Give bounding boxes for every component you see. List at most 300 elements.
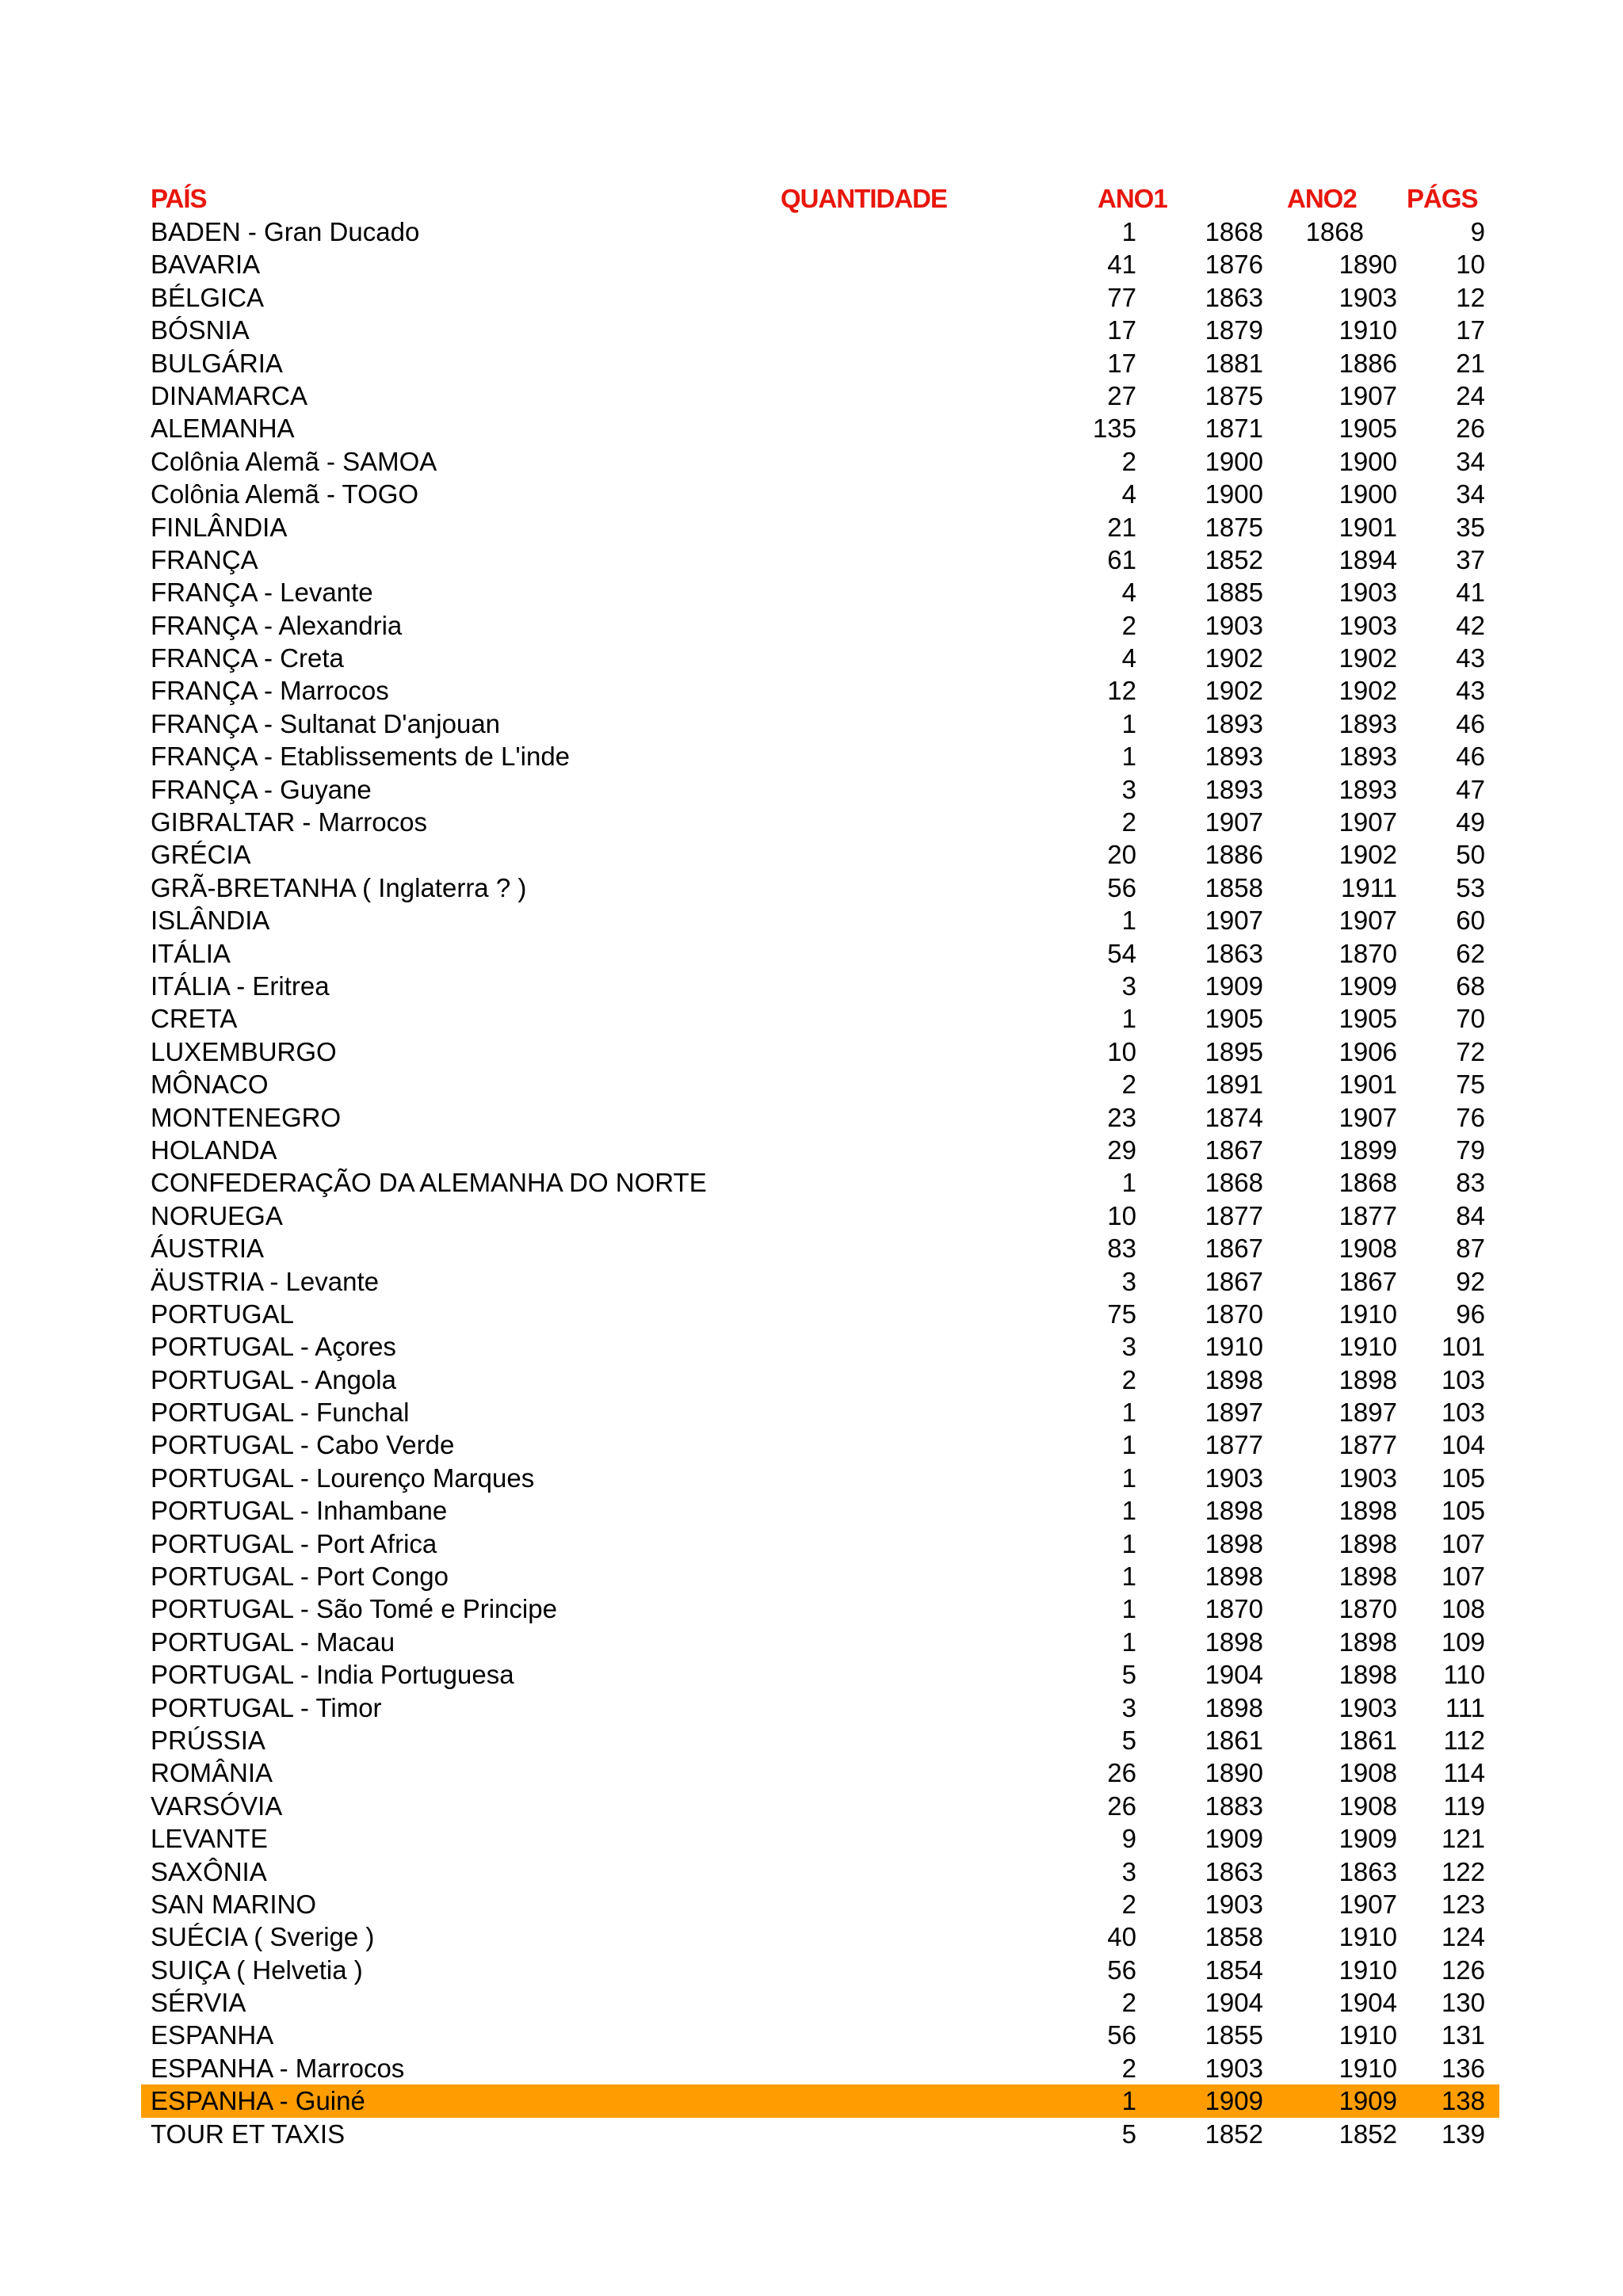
cell-quantidade: 1 (1121, 906, 1136, 936)
cell-pais: BÓSNIA (151, 315, 250, 345)
country-table (141, 181, 1499, 2150)
table-row[interactable] (141, 2052, 1499, 2084)
table-row[interactable] (141, 1134, 1499, 1166)
cell-ano2: 1908 (1338, 1758, 1397, 1788)
cell-ano1: 1863 (1205, 1856, 1263, 1886)
table-row[interactable] (141, 871, 1499, 904)
cell-pags: 17 (1456, 315, 1485, 345)
table-row[interactable] (141, 1560, 1499, 1592)
cell-pais: PORTUGAL - Angola (151, 1364, 396, 1394)
cell-ano1: 1910 (1205, 1332, 1263, 1362)
cell-quantidade: 17 (1107, 315, 1136, 345)
table-row[interactable] (141, 707, 1499, 740)
cell-ano1: 1893 (1205, 708, 1263, 738)
cell-pais: NORUEGA (151, 1200, 283, 1230)
cell-pais: FINLÂNDIA (151, 512, 288, 542)
cell-ano1: 1861 (1205, 1725, 1263, 1755)
cell-pais: PORTUGAL - Timor (151, 1692, 382, 1722)
table-row[interactable] (141, 1428, 1499, 1461)
cell-ano1: 1852 (1205, 544, 1263, 574)
cell-pais: PORTUGAL - Macau (151, 1627, 395, 1657)
cell-quantidade: 56 (1107, 872, 1136, 902)
cell-ano2: 1910 (1338, 2053, 1397, 2083)
cell-quantidade: 9 (1121, 1824, 1136, 1854)
table-row[interactable] (141, 1986, 1499, 2019)
cell-ano2: 1863 (1338, 1856, 1397, 1886)
cell-ano2: 1911 (1341, 872, 1397, 902)
table-row[interactable] (141, 1724, 1499, 1756)
cell-pags: 37 (1456, 544, 1485, 574)
table-row[interactable] (141, 1954, 1499, 1986)
cell-ano2: 1877 (1338, 1200, 1397, 1230)
cell-pais: FRANÇA - Sultanat D'anjouan (151, 708, 501, 738)
cell-pais: BULGÁRIA (151, 348, 283, 378)
cell-ano2: 1901 (1338, 512, 1397, 542)
cell-quantidade: 1 (1121, 1168, 1136, 1198)
cell-quantidade: 3 (1121, 971, 1136, 1001)
cell-pags: 104 (1441, 1430, 1485, 1460)
cell-pags: 109 (1441, 1627, 1485, 1657)
cell-ano1: 1879 (1205, 315, 1263, 345)
table-row[interactable] (141, 1298, 1499, 1330)
cell-quantidade: 5 (1121, 1660, 1136, 1690)
cell-pags: 72 (1456, 1036, 1485, 1066)
table-row[interactable] (141, 1658, 1499, 1691)
cell-ano1: 1903 (1205, 1463, 1263, 1493)
cell-quantidade: 3 (1121, 1266, 1136, 1296)
cell-quantidade: 1 (1121, 1627, 1136, 1657)
cell-pags: 50 (1456, 840, 1485, 870)
cell-pags: 107 (1441, 1562, 1485, 1592)
cell-quantidade: 2 (1121, 1070, 1136, 1100)
cell-ano2: 1906 (1338, 1036, 1397, 1066)
cell-ano1: 1907 (1205, 807, 1263, 837)
cell-pags: 34 (1456, 446, 1485, 476)
cell-ano2: 1902 (1338, 676, 1397, 706)
header-quantidade: QUANTIDADE (781, 184, 947, 213)
cell-ano1: 1903 (1205, 610, 1263, 640)
cell-quantidade: 23 (1107, 1102, 1136, 1132)
header-pais: PAÍS (151, 184, 207, 213)
cell-pais: Colônia Alemã - TOGO (151, 479, 419, 509)
cell-ano1: 1867 (1205, 1266, 1263, 1296)
table-row[interactable] (141, 1626, 1499, 1658)
cell-ano1: 1909 (1205, 971, 1263, 1001)
cell-pags: 139 (1441, 2119, 1485, 2149)
cell-ano2: 1902 (1338, 643, 1397, 673)
cell-pags: 138 (1441, 2086, 1485, 2116)
cell-pags: 43 (1456, 643, 1485, 673)
cell-ano2: 1867 (1338, 1266, 1397, 1296)
table-row[interactable] (141, 1756, 1499, 1789)
cell-pags: 43 (1456, 676, 1485, 706)
table-row[interactable] (141, 1166, 1499, 1199)
cell-pais: FRANÇA - Etablissements de L'inde (151, 742, 571, 772)
cell-ano2: 1898 (1338, 1528, 1397, 1558)
cell-pais: TOUR ET TAXIS (151, 2119, 346, 2149)
cell-pais: ÁUSTRIA (151, 1234, 265, 1264)
cell-pais: SAXÔNIA (151, 1856, 267, 1886)
table-row[interactable] (141, 379, 1499, 412)
table-row[interactable] (141, 543, 1499, 576)
cell-pags: 112 (1443, 1725, 1485, 1755)
cell-ano2: 1902 (1338, 840, 1397, 870)
cell-ano2: 1890 (1338, 250, 1397, 280)
cell-pais: ESPANHA - Marrocos (151, 2053, 405, 2083)
cell-pais: PORTUGAL (151, 1299, 294, 1329)
cell-quantidade: 3 (1121, 1856, 1136, 1886)
table-row[interactable] (141, 1101, 1499, 1134)
cell-pags: 79 (1456, 1135, 1485, 1165)
cell-pags: 9 (1470, 217, 1485, 246)
table-row[interactable] (141, 511, 1499, 543)
cell-quantidade: 2 (1121, 1889, 1136, 1919)
table-row[interactable] (141, 1592, 1499, 1625)
cell-ano1: 1875 (1205, 380, 1263, 410)
cell-quantidade: 77 (1107, 282, 1136, 312)
cell-quantidade: 10 (1107, 1200, 1136, 1230)
cell-quantidade: 5 (1121, 1725, 1136, 1755)
cell-ano2: 1897 (1338, 1398, 1397, 1428)
cell-quantidade: 3 (1121, 1332, 1136, 1362)
cell-ano2: 1907 (1338, 807, 1397, 837)
cell-ano1: 1904 (1205, 1988, 1263, 2018)
cell-ano2: 1900 (1338, 446, 1397, 476)
cell-quantidade: 12 (1107, 676, 1136, 706)
cell-ano2: 1861 (1338, 1725, 1397, 1755)
table-row[interactable] (141, 1232, 1499, 1264)
cell-ano2: 1899 (1338, 1135, 1397, 1165)
cell-ano1: 1885 (1205, 578, 1263, 608)
cell-ano2: 1901 (1338, 1070, 1397, 1100)
cell-ano1: 1905 (1205, 1004, 1263, 1034)
cell-pags: 101 (1441, 1332, 1485, 1362)
table-row[interactable] (141, 215, 1499, 248)
cell-pais: ESPANHA - Guiné (151, 2086, 365, 2116)
cell-ano1: 1863 (1205, 938, 1263, 968)
cell-pais: SUIÇA ( Helvetia ) (151, 1955, 363, 1985)
table-row[interactable] (141, 1265, 1499, 1298)
cell-quantidade: 1 (1121, 708, 1136, 738)
table-row[interactable] (141, 1199, 1499, 1232)
cell-pags: 41 (1456, 578, 1485, 608)
cell-pags: 42 (1456, 610, 1485, 640)
table-row[interactable] (141, 1790, 1499, 1822)
cell-quantidade: 2 (1121, 446, 1136, 476)
cell-pais: ÄUSTRIA - Levante (151, 1266, 379, 1296)
cell-ano1: 1867 (1205, 1234, 1263, 1264)
cell-ano1: 1877 (1205, 1200, 1263, 1230)
cell-quantidade: 1 (1121, 1430, 1136, 1460)
table-row[interactable] (141, 1330, 1499, 1363)
cell-ano1: 1900 (1205, 446, 1263, 476)
cell-ano2: 1910 (1338, 1299, 1397, 1329)
header-ano1: ANO1 (1098, 184, 1167, 213)
cell-ano1: 1898 (1205, 1364, 1263, 1394)
table-row[interactable] (141, 740, 1499, 772)
table-row[interactable] (141, 1822, 1499, 1855)
cell-ano2: 1898 (1338, 1496, 1397, 1526)
cell-ano1: 1898 (1205, 1496, 1263, 1526)
cell-pags: 107 (1441, 1528, 1485, 1558)
cell-pais: PORTUGAL - Lourenço Marques (151, 1463, 535, 1493)
cell-ano2: 1852 (1338, 2119, 1397, 2149)
cell-quantidade: 2 (1121, 610, 1136, 640)
cell-pais: ESPANHA (151, 2020, 274, 2050)
header-pags: PÁGS (1407, 184, 1478, 213)
table-row[interactable] (141, 1068, 1499, 1100)
table-row[interactable] (141, 642, 1499, 674)
cell-quantidade: 56 (1107, 1955, 1136, 1985)
cell-ano2: 1898 (1338, 1562, 1397, 1592)
cell-pais: DINAMARCA (151, 380, 308, 410)
table-row[interactable] (141, 1396, 1499, 1428)
cell-quantidade: 4 (1121, 643, 1136, 673)
cell-quantidade: 1 (1121, 1004, 1136, 1034)
cell-pags: 24 (1456, 380, 1485, 410)
cell-pais: VARSÓVIA (151, 1791, 283, 1821)
cell-quantidade: 1 (1121, 1398, 1136, 1428)
cell-pais: FRANÇA - Guyane (151, 774, 372, 804)
cell-ano2: 1893 (1338, 774, 1397, 804)
cell-pais: ROMÂNIA (151, 1758, 273, 1788)
table-body (141, 215, 1499, 2150)
cell-pags: 46 (1456, 708, 1485, 738)
cell-ano2: 1909 (1338, 971, 1397, 1001)
cell-quantidade: 2 (1121, 807, 1136, 837)
table-row[interactable] (141, 1691, 1499, 1724)
cell-ano1: 1900 (1205, 479, 1263, 509)
cell-pais: PORTUGAL - Port Africa (151, 1528, 437, 1558)
cell-ano2: 1870 (1338, 938, 1397, 968)
table-header (141, 181, 1499, 215)
cell-quantidade: 1 (1121, 217, 1136, 246)
table-row[interactable] (141, 1920, 1499, 1953)
table-row[interactable] (141, 1363, 1499, 1396)
cell-ano2: 1898 (1338, 1627, 1397, 1657)
table-row[interactable] (141, 1855, 1499, 1888)
cell-pais: FRANÇA - Alexandria (151, 610, 403, 640)
cell-pais: SÉRVIA (151, 1988, 246, 2018)
table-row[interactable] (141, 478, 1499, 510)
table-row[interactable] (141, 970, 1499, 1002)
cell-quantidade: 2 (1121, 1364, 1136, 1394)
cell-pais: FRANÇA - Marrocos (151, 676, 389, 706)
cell-ano2: 1903 (1338, 1463, 1397, 1493)
cell-pags: 12 (1456, 282, 1485, 312)
cell-ano1: 1881 (1205, 348, 1263, 378)
cell-pags: 68 (1456, 971, 1485, 1001)
cell-pags: 92 (1456, 1266, 1485, 1296)
cell-ano2: 1893 (1338, 742, 1397, 772)
cell-ano1: 1858 (1205, 872, 1263, 902)
cell-ano1: 1852 (1205, 2119, 1263, 2149)
cell-ano2: 1907 (1338, 380, 1397, 410)
table-row[interactable] (141, 609, 1499, 642)
cell-ano1: 1876 (1205, 250, 1263, 280)
cell-quantidade: 20 (1107, 840, 1136, 870)
table-row[interactable] (141, 281, 1499, 314)
cell-ano1: 1898 (1205, 1528, 1263, 1558)
cell-ano1: 1907 (1205, 906, 1263, 936)
table-row[interactable] (141, 2118, 1499, 2150)
cell-quantidade: 1 (1121, 1496, 1136, 1526)
cell-pags: 96 (1456, 1299, 1485, 1329)
cell-pais: PORTUGAL - Açores (151, 1332, 396, 1362)
cell-quantidade: 3 (1121, 774, 1136, 804)
cell-pags: 47 (1456, 774, 1485, 804)
cell-quantidade: 26 (1107, 1791, 1136, 1821)
table-row[interactable] (141, 674, 1499, 707)
cell-ano1: 1874 (1205, 1102, 1263, 1132)
cell-quantidade: 5 (1121, 2119, 1136, 2149)
table-row[interactable] (141, 576, 1499, 608)
cell-ano1: 1868 (1205, 1168, 1263, 1198)
table-row[interactable] (141, 1888, 1499, 1920)
cell-pais: PORTUGAL - India Portuguesa (151, 1660, 514, 1690)
cell-quantidade: 2 (1121, 2053, 1136, 2083)
cell-pais: MONTENEGRO (151, 1102, 342, 1132)
cell-pags: 103 (1441, 1398, 1485, 1428)
cell-ano2: 1910 (1338, 1332, 1397, 1362)
table-row[interactable] (141, 248, 1499, 280)
cell-quantidade: 1 (1121, 1594, 1136, 1624)
table-row[interactable] (141, 445, 1499, 478)
cell-quantidade: 1 (1121, 1463, 1136, 1493)
cell-pais: BÉLGICA (151, 282, 265, 312)
cell-ano2: 1909 (1338, 2086, 1397, 2116)
cell-ano2: 1900 (1338, 479, 1397, 509)
cell-pags: 53 (1456, 872, 1485, 902)
table-row[interactable] (141, 2084, 1499, 2117)
cell-ano2: 1903 (1338, 1692, 1397, 1722)
cell-pais: BADEN - Gran Ducado (151, 217, 420, 246)
cell-pags: 84 (1456, 1200, 1485, 1230)
cell-ano1: 1854 (1205, 1955, 1263, 1985)
cell-pais: SAN MARINO (151, 1889, 317, 1919)
cell-quantidade: 26 (1107, 1758, 1136, 1788)
cell-pags: 121 (1441, 1824, 1485, 1854)
cell-ano2: 1907 (1338, 1889, 1397, 1919)
cell-pais: ITÁLIA - Eritrea (151, 971, 330, 1001)
cell-pags: 130 (1441, 1988, 1485, 2018)
table-row[interactable] (141, 904, 1499, 936)
table-row[interactable] (141, 838, 1499, 871)
cell-ano1: 1909 (1205, 2086, 1263, 2116)
cell-quantidade: 1 (1121, 742, 1136, 772)
cell-quantidade: 61 (1107, 544, 1136, 574)
cell-pags: 111 (1445, 1692, 1485, 1722)
cell-ano1: 1902 (1205, 676, 1263, 706)
table-row[interactable] (141, 773, 1499, 806)
table-row[interactable] (141, 1462, 1499, 1494)
cell-ano2: 1903 (1338, 578, 1397, 608)
cell-pags: 122 (1441, 1856, 1485, 1886)
cell-ano1: 1909 (1205, 1824, 1263, 1854)
cell-pais: BAVARIA (151, 250, 261, 280)
cell-ano1: 1855 (1205, 2020, 1263, 2050)
table-row[interactable] (141, 1527, 1499, 1560)
cell-ano1: 1858 (1205, 1922, 1263, 1952)
cell-pais: GIBRALTAR - Marrocos (151, 807, 427, 837)
cell-pais: HOLANDA (151, 1135, 277, 1165)
table-row[interactable] (141, 1002, 1499, 1035)
cell-pais: FRANÇA (151, 544, 258, 574)
cell-pais: ITÁLIA (151, 938, 231, 968)
table-row[interactable] (141, 314, 1499, 346)
cell-ano1: 1903 (1205, 2053, 1263, 2083)
cell-pais: ISLÂNDIA (151, 906, 270, 936)
cell-ano1: 1903 (1205, 1889, 1263, 1919)
cell-quantidade: 4 (1121, 578, 1136, 608)
cell-quantidade: 17 (1107, 348, 1136, 378)
table-row[interactable] (141, 412, 1499, 444)
cell-ano1: 1895 (1205, 1036, 1263, 1066)
cell-pais: FRANÇA - Creta (151, 643, 344, 673)
cell-pais: LUXEMBURGO (151, 1036, 337, 1066)
cell-ano1: 1863 (1205, 282, 1263, 312)
table-row[interactable] (141, 1035, 1499, 1068)
cell-pais: FRANÇA - Levante (151, 578, 373, 608)
cell-ano1: 1875 (1205, 512, 1263, 542)
cell-quantidade: 135 (1092, 414, 1136, 444)
cell-quantidade: 3 (1121, 1692, 1136, 1722)
header-ano2: ANO2 (1287, 184, 1357, 213)
cell-pags: 60 (1456, 906, 1485, 936)
cell-pags: 103 (1441, 1364, 1485, 1394)
cell-ano2: 1898 (1338, 1364, 1397, 1394)
cell-ano1: 1868 (1205, 217, 1263, 246)
table-row[interactable] (141, 347, 1499, 379)
cell-quantidade: 29 (1107, 1135, 1136, 1165)
cell-ano2: 1907 (1338, 906, 1397, 936)
cell-pags: 114 (1443, 1758, 1485, 1788)
cell-pais: Colônia Alemã - SAMOA (151, 446, 437, 476)
cell-ano1: 1870 (1205, 1299, 1263, 1329)
table-row[interactable] (141, 937, 1499, 970)
cell-ano2: 1868 (1338, 1168, 1397, 1198)
table-row[interactable] (141, 1494, 1499, 1527)
cell-quantidade: 27 (1107, 380, 1136, 410)
cell-ano2: 1910 (1338, 1922, 1397, 1952)
cell-pags: 108 (1441, 1594, 1485, 1624)
cell-quantidade: 4 (1121, 479, 1136, 509)
cell-pags: 75 (1456, 1070, 1485, 1100)
cell-ano1: 1867 (1205, 1135, 1263, 1165)
cell-pags: 26 (1456, 414, 1485, 444)
cell-ano2: 1903 (1338, 610, 1397, 640)
cell-quantidade: 1 (1121, 1528, 1136, 1558)
cell-pais: PORTUGAL - São Tomé e Principe (151, 1594, 557, 1624)
cell-pags: 62 (1456, 938, 1485, 968)
cell-ano2: 1904 (1338, 1988, 1397, 2018)
cell-pags: 110 (1443, 1660, 1485, 1690)
cell-ano2: 1898 (1338, 1660, 1397, 1690)
cell-ano2: 1877 (1338, 1430, 1397, 1460)
cell-ano1: 1898 (1205, 1627, 1263, 1657)
cell-quantidade: 54 (1107, 938, 1136, 968)
cell-quantidade: 1 (1121, 2086, 1136, 2116)
cell-quantidade: 75 (1107, 1299, 1136, 1329)
table-row[interactable] (141, 2019, 1499, 2051)
cell-ano2: 1910 (1338, 1955, 1397, 1985)
cell-quantidade: 40 (1107, 1922, 1136, 1952)
table-row[interactable] (141, 806, 1499, 838)
cell-pags: 76 (1456, 1102, 1485, 1132)
cell-ano1: 1871 (1205, 414, 1263, 444)
cell-ano2: 1905 (1338, 414, 1397, 444)
cell-ano1: 1898 (1205, 1692, 1263, 1722)
